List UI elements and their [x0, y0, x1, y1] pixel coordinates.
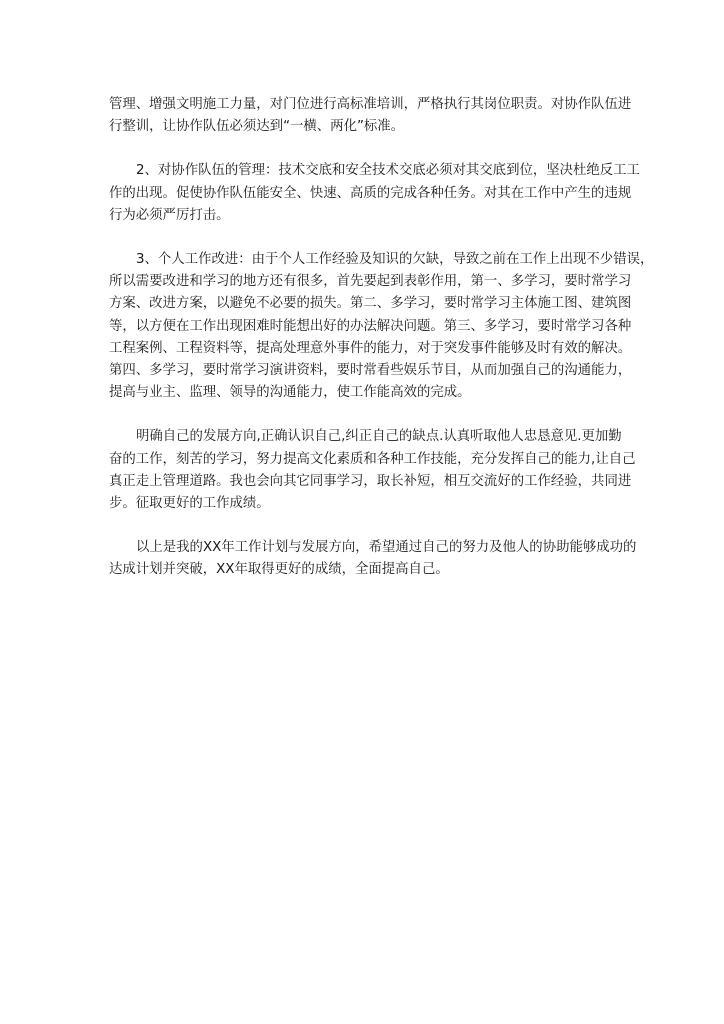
paragraph-3 [109, 249, 654, 404]
paragraph-line: 提高与业主、监理、领导的沟通能力，使工作能高效的完成。 [109, 385, 471, 401]
paragraph-line: 达成计划并突破，XX年取得更好的成绩，全面提高自己。 [109, 562, 449, 578]
paragraph-line: 所以需要改进和学习的地方还有很多，首先要起到表彰作用，第一、多学习，要时常学习 [109, 274, 632, 290]
paragraph-1 [109, 94, 632, 138]
paragraph-line: 3、个人工作改进：由于个人工作经验及知识的欠缺，导致之前在工作上出现不少错误， [136, 252, 654, 268]
paragraph-line: 第四、多学习，要时常学习演讲资料，要时常看些娱乐节目，从而加强自己的沟通能力， [109, 363, 632, 379]
paragraph-line: 工程案例、工程资料等，提高处理意外事件的能力，对于突发事件能够及时有效的解决。 [109, 340, 632, 356]
paragraph-4 [109, 426, 636, 515]
paragraph-line: 方案、改进方案，以避免不必要的损失。第二、多学习，要时常学习主体施工图、建筑图 [109, 296, 632, 312]
paragraph-line: 步。征取更好的工作成绩。 [109, 496, 270, 512]
paragraph-line: 以上是我的XX年工作计划与发展方向，希望通过自己的努力及他人的协助能够成功的 [136, 540, 637, 556]
paragraph-5 [109, 537, 637, 581]
paragraph-line: 作的出现。促使协作队伍能安全、快速、高质的完成各种任务。对其在工作中产生的违规 [109, 185, 632, 201]
paragraph-line: 行整训，让协作队伍必须达到“一横、两化”标准。 [109, 119, 405, 135]
paragraph-line: 管理、增强文明施工力量，对门位进行高标准培训，严格执行其岗位职责。对协作队伍进 [109, 97, 632, 112]
paragraph-line: 明确自己的发展方向,正确认识自己,纠正自己的缺点.认真听取他人忠恳意见.更加勤 [136, 429, 622, 445]
paragraph-line: 等，以方便在工作出现困难时能想出好的办法解决问题。第三、多学习，要时常学习各种 [109, 318, 632, 334]
paragraph-line: 奋的工作，刻苦的学习，努力提高文化素质和各种工作技能，充分发挥自己的能力,让自己 [109, 451, 636, 467]
paragraph-2 [109, 160, 640, 227]
paragraph-line: 行为必须严厉打击。 [109, 207, 230, 223]
paragraph-line: 真正走上管理道路。我也会向其它同事学习，取长补短，相互交流好的工作经验，共同进 [109, 473, 632, 489]
document-body [109, 94, 654, 604]
paragraph-line: 2、对协作队伍的管理：技术交底和安全技术交底必须对其交底到位，坚决杜绝反工工 [136, 163, 640, 179]
